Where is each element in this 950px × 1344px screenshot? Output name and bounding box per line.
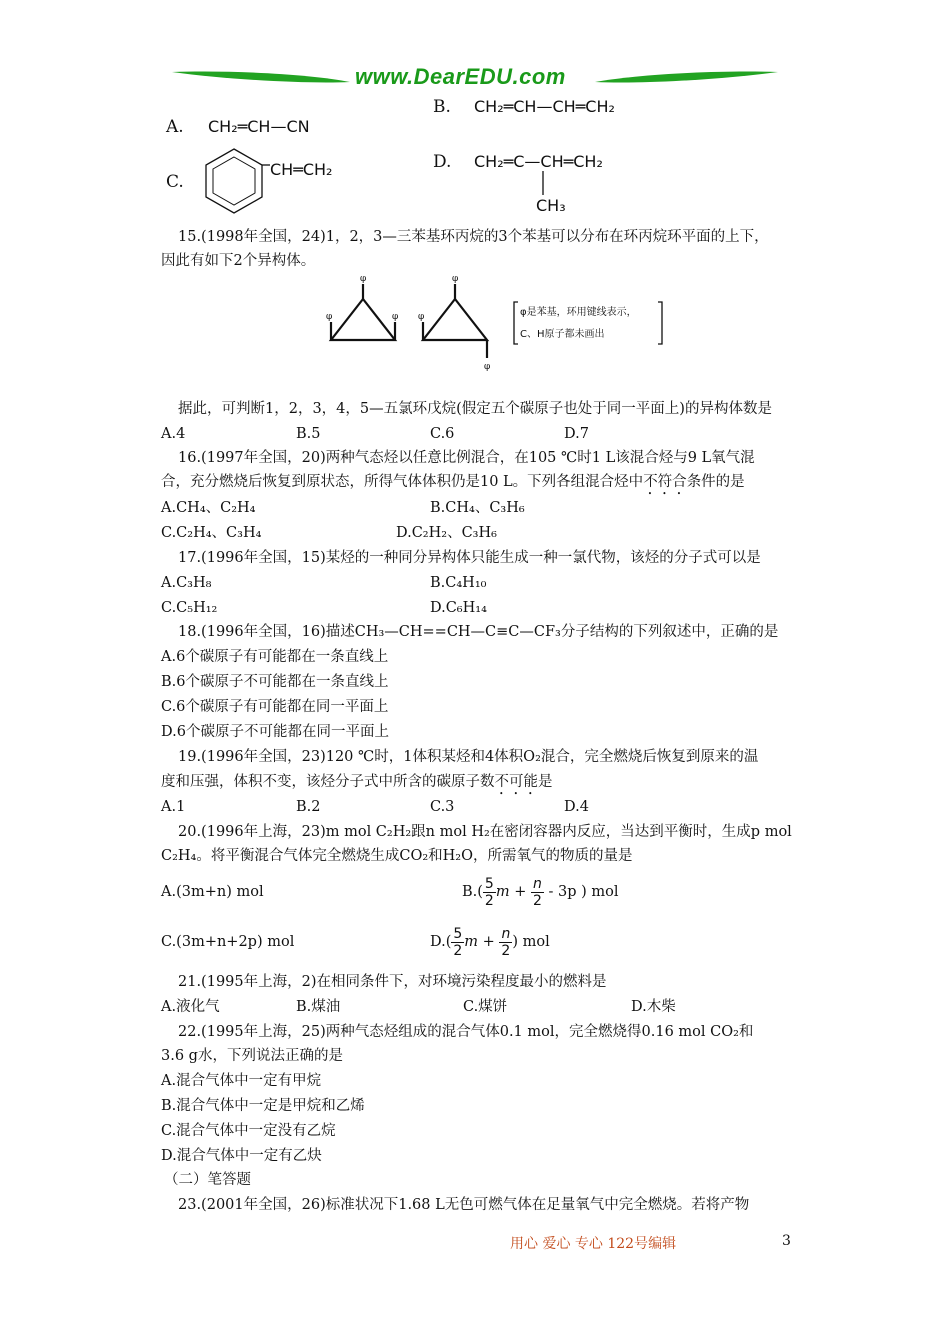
q19-line2: 度和压强，体积不变，该烃分子式中所含的碳原子数不可能是 (161, 774, 553, 790)
q16-option-d: D.C₂H₂、C₃H₆ (396, 525, 497, 541)
fraction: $\frac{5}{2}$ (453, 925, 463, 959)
q20-option-a: A.(3m+n) mol (161, 884, 264, 900)
q19-option-b: B.2 (296, 799, 321, 815)
q22-line2: 3.6 g水，下列说法正确的是 (161, 1048, 343, 1064)
q17-option-a: A.C₃H₈ (161, 575, 212, 591)
struct-d-letter: D. (433, 152, 452, 172)
phi-label: φ (418, 312, 425, 322)
benzene-ring-icon (198, 146, 270, 216)
phi-label: φ (326, 312, 333, 322)
q22-line1: 22.(1995年上海，25)两种气态烃组成的混合气体0.1 mol，完全燃烧得0.16 mol CO₂和 (178, 1024, 754, 1040)
q22-option-d: D.混合气体中一定有乙炔 (161, 1148, 322, 1164)
q19-option-a: A.1 (161, 799, 186, 815)
q15-line2: 因此有如下2个异构体。 (161, 253, 316, 269)
struct-d-methyl: CH₃ (536, 196, 566, 215)
q21-option-c: C.煤饼 (463, 999, 508, 1015)
q21-line1: 21.(1995年上海，2)在相同条件下，对环境污染程度最小的燃料是 (178, 974, 607, 990)
struct-a-letter: A. (166, 117, 184, 137)
fraction: $\frac{n}{2}$ (532, 875, 542, 909)
phi-label: φ (392, 312, 399, 322)
footer-text: 用心 爱心 专心 122号编辑 (510, 1236, 677, 1252)
q18-option-b: B.6个碳原子不可能都在一条直线上 (161, 674, 389, 690)
emphasis-text: 不符合 (643, 474, 687, 490)
q21-option-d: D.木柴 (631, 999, 676, 1015)
struct-b-formula: CH₂═CH—CH═CH₂ (474, 97, 615, 116)
phi-label: φ (484, 362, 491, 372)
q15-option-d: D.7 (564, 426, 589, 442)
struct-a-formula: CH₂═CH—CN (208, 117, 310, 136)
q19-line1: 19.(1996年全国，23)120 ℃时，1体积某烃和4体积O₂混合，完全燃烧后恢复到原来的温 (178, 749, 759, 765)
site-banner: www.DearEDU.com (355, 64, 566, 89)
q21-option-b: B.煤油 (296, 999, 341, 1015)
q16-line1: 16.(1997年全国，20)两种气态烃以任意比例混合，在105 ℃时1 L该混合烃与9 L氧气混 (178, 450, 755, 466)
q17-option-c: C.C₅H₁₂ (161, 600, 218, 616)
phi-label: φ (360, 274, 367, 284)
q18-line1: 18.(1996年全国，16)描述CH₃—CH==CH—C≡C—CF₃分子结构的下列叙述中，正确的是 (178, 624, 779, 640)
struct-b-letter: B. (433, 97, 451, 117)
q15-option-b: B.5 (296, 426, 321, 442)
q20-line2: C₂H₄。将平衡混合气体完全燃烧生成CO₂和H₂O，所需氧气的物质的量是 (161, 848, 633, 864)
q16-option-b: B.CH₄、C₃H₆ (430, 500, 525, 516)
q16-line2: 合，充分燃烧后恢复到原状态，所得气体体积仍是10 L。下列各组混合烃中不符合条件的是 (161, 474, 745, 490)
struct-c-letter: C. (166, 172, 184, 192)
q16-option-a: A.CH₄、C₂H₄ (161, 500, 256, 516)
methyl-bond-line (540, 170, 546, 196)
q17-option-d: D.C₆H₁₄ (430, 600, 487, 616)
phi-label: φ (452, 274, 459, 284)
q16-option-c: C.C₂H₄、C₃H₄ (161, 525, 262, 541)
q18-option-c: C.6个碳原子有可能都在同一平面上 (161, 699, 389, 715)
q21-option-a: A.液化气 (161, 999, 220, 1015)
emphasis-text: 不可能 (494, 774, 538, 790)
fraction: $\frac{5}{2}$ (484, 875, 494, 909)
q15-option-a: A.4 (161, 426, 186, 442)
isomer-diagram (315, 272, 495, 372)
q20-option-c: C.(3m+n+2p) mol (161, 934, 295, 950)
q18-option-d: D.6个碳原子不可能都在同一平面上 (161, 724, 389, 740)
note-line2: C、H原子都未画出 (520, 329, 605, 340)
q20-option-d: D.( $\frac{5}{2}$ m + $\frac{n}{2}$ ) mol (430, 925, 550, 959)
page-number: 3 (782, 1233, 791, 1249)
q19-option-c: C.3 (430, 799, 455, 815)
q19-option-d: D.4 (564, 799, 589, 815)
note-line1: φ是苯基，环用键线表示， (520, 307, 637, 318)
q15-option-c: C.6 (430, 426, 455, 442)
q22-option-b: B.混合气体中一定是甲烷和乙烯 (161, 1098, 365, 1114)
q18-option-a: A.6个碳原子有可能都在一条直线上 (161, 649, 389, 665)
q17-line1: 17.(1996年全国，15)某烃的一种同分异构体只能生成一种一氯代物，该烃的分子式可以是 (178, 550, 761, 566)
q22-option-a: A.混合气体中一定有甲烷 (161, 1073, 322, 1089)
q15-line1: 15.(1998年全国，24)1，2，3—三苯基环丙烷的3个苯基可以分布在环丙烷环平面的上下， (178, 229, 769, 245)
q15-line3: 据此，可判断1，2，3，4，5—五氯环戊烷(假定五个碳原子也处于同一平面上)的异构体数是 (178, 401, 772, 417)
fraction: $\frac{n}{2}$ (501, 925, 511, 959)
q23-line1: 23.(2001年全国，26)标准状况下1.68 L无色可燃气体在足量氧气中完全燃烧。若将产物 (178, 1197, 750, 1213)
struct-d-formula: CH₂═C—CH═CH₂ (474, 152, 603, 171)
section-heading: （二）笔答题 (164, 1172, 251, 1188)
q22-option-c: C.混合气体中一定没有乙烷 (161, 1123, 336, 1139)
q20-line1: 20.(1996年上海，23)m mol C₂H₂跟n mol H₂在密闭容器内反应，当达到平衡时，生成p mol (178, 824, 792, 840)
q17-option-b: B.C₄H₁₀ (430, 575, 487, 591)
q20-option-b: B.( $\frac{5}{2}$ m + $\frac{n}{2}$ - 3p ) mol (462, 875, 619, 909)
struct-c-formula: CH═CH₂ (270, 160, 333, 179)
